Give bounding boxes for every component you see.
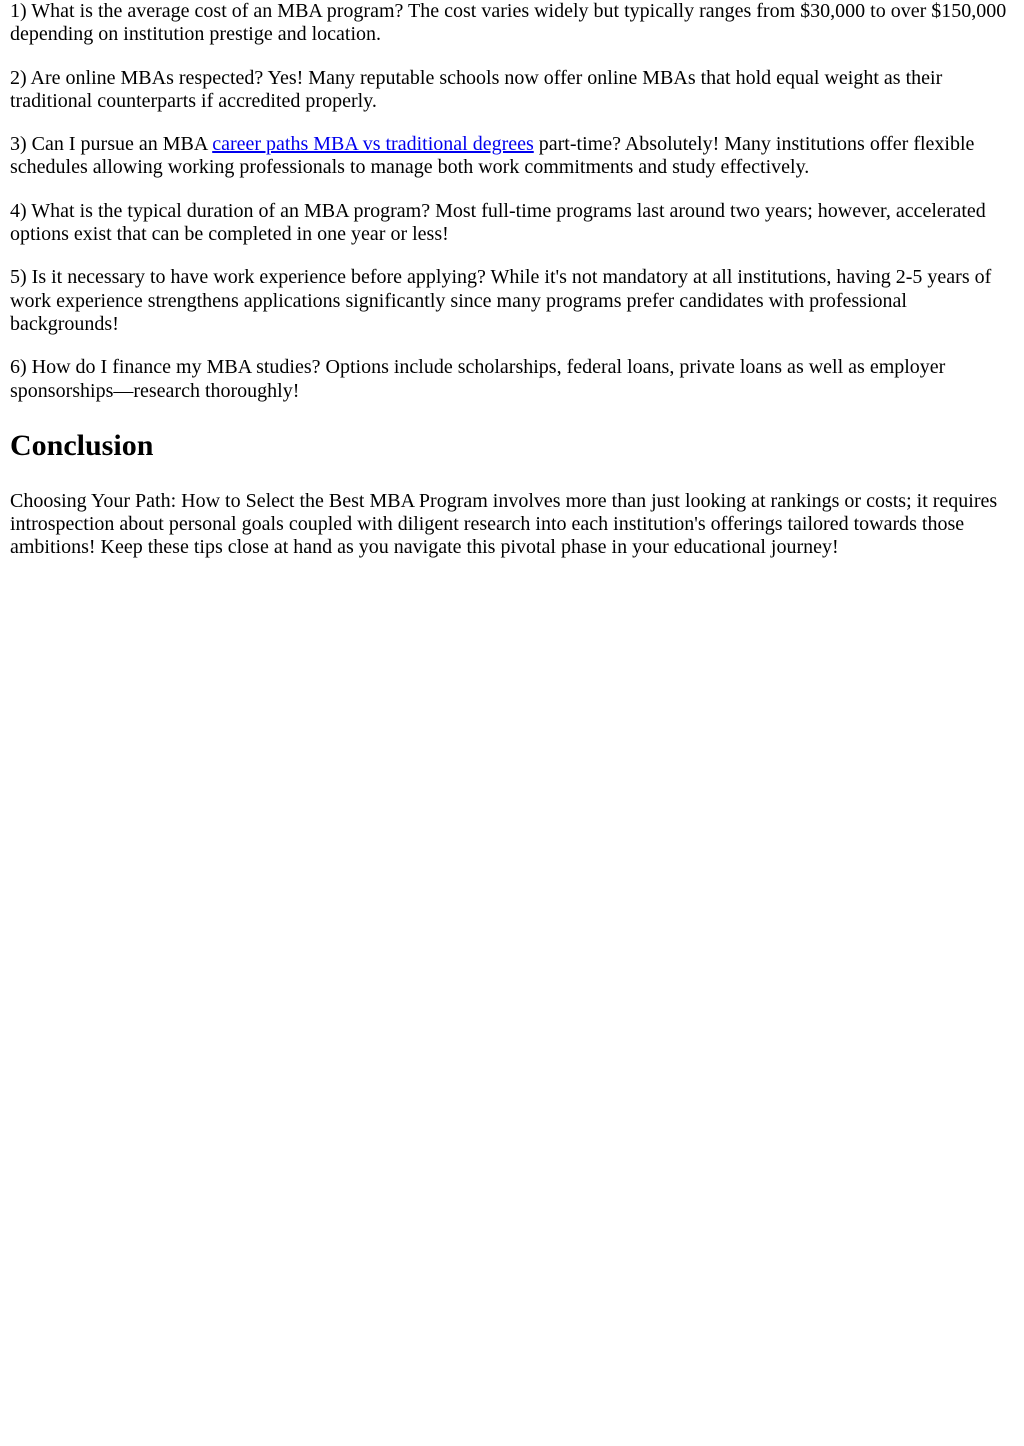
career-paths-link[interactable]: career paths MBA vs traditional degrees xyxy=(212,133,534,156)
document-page xyxy=(0,0,1024,560)
faq-item-6: 6) How do I finance my MBA studies? Options include scholarships, federal loans, private loans as well as employer sponsorships—research thoroughly! xyxy=(10,356,946,402)
faq-item-4: 4) What is the typical duration of an MBA program? Most full-time programs last around two years; however, accelerated options exist that can be completed in one year or less! xyxy=(10,199,986,246)
faq-item-3-text-before: 3) Can I pursue an MBA xyxy=(10,133,213,156)
conclusion-paragraph: Choosing Your Path: How to Select the Best MBA Program involves more than just looking at rankings or costs; it requires introspection about personal goals coupled with diligent research into each institution's offerings tailored towards those ambitions! Keep these tips close at hand as you navigate this pivotal phase in your educational journey! xyxy=(10,489,998,559)
faq-item-5: 5) Is it necessary to have work experience before applying? While it's not mandatory at all institutions, having 2-5 years of work experience strengthens applications significantly since many programs prefer candidates with professional backgrounds! xyxy=(10,266,992,335)
faq-item-2: 2) Are online MBAs respected? Yes! Many reputable schools now offer online MBAs that hold equal weight as their traditional counterparts if accredited properly. xyxy=(10,66,943,112)
faq-item-3-text-after: part-time? Absolutely! Many institutions offer flexible schedules allowing working professionals to manage both work commitments and study effectively. xyxy=(10,133,975,179)
faq-item-3 xyxy=(10,133,1014,180)
faq-item-1: 1) What is the average cost of an MBA program? The cost varies widely but typically ranges from $30,000 to over $150,000 depending on institution prestige and location. xyxy=(10,0,1007,46)
conclusion-heading: Conclusion xyxy=(10,428,154,462)
